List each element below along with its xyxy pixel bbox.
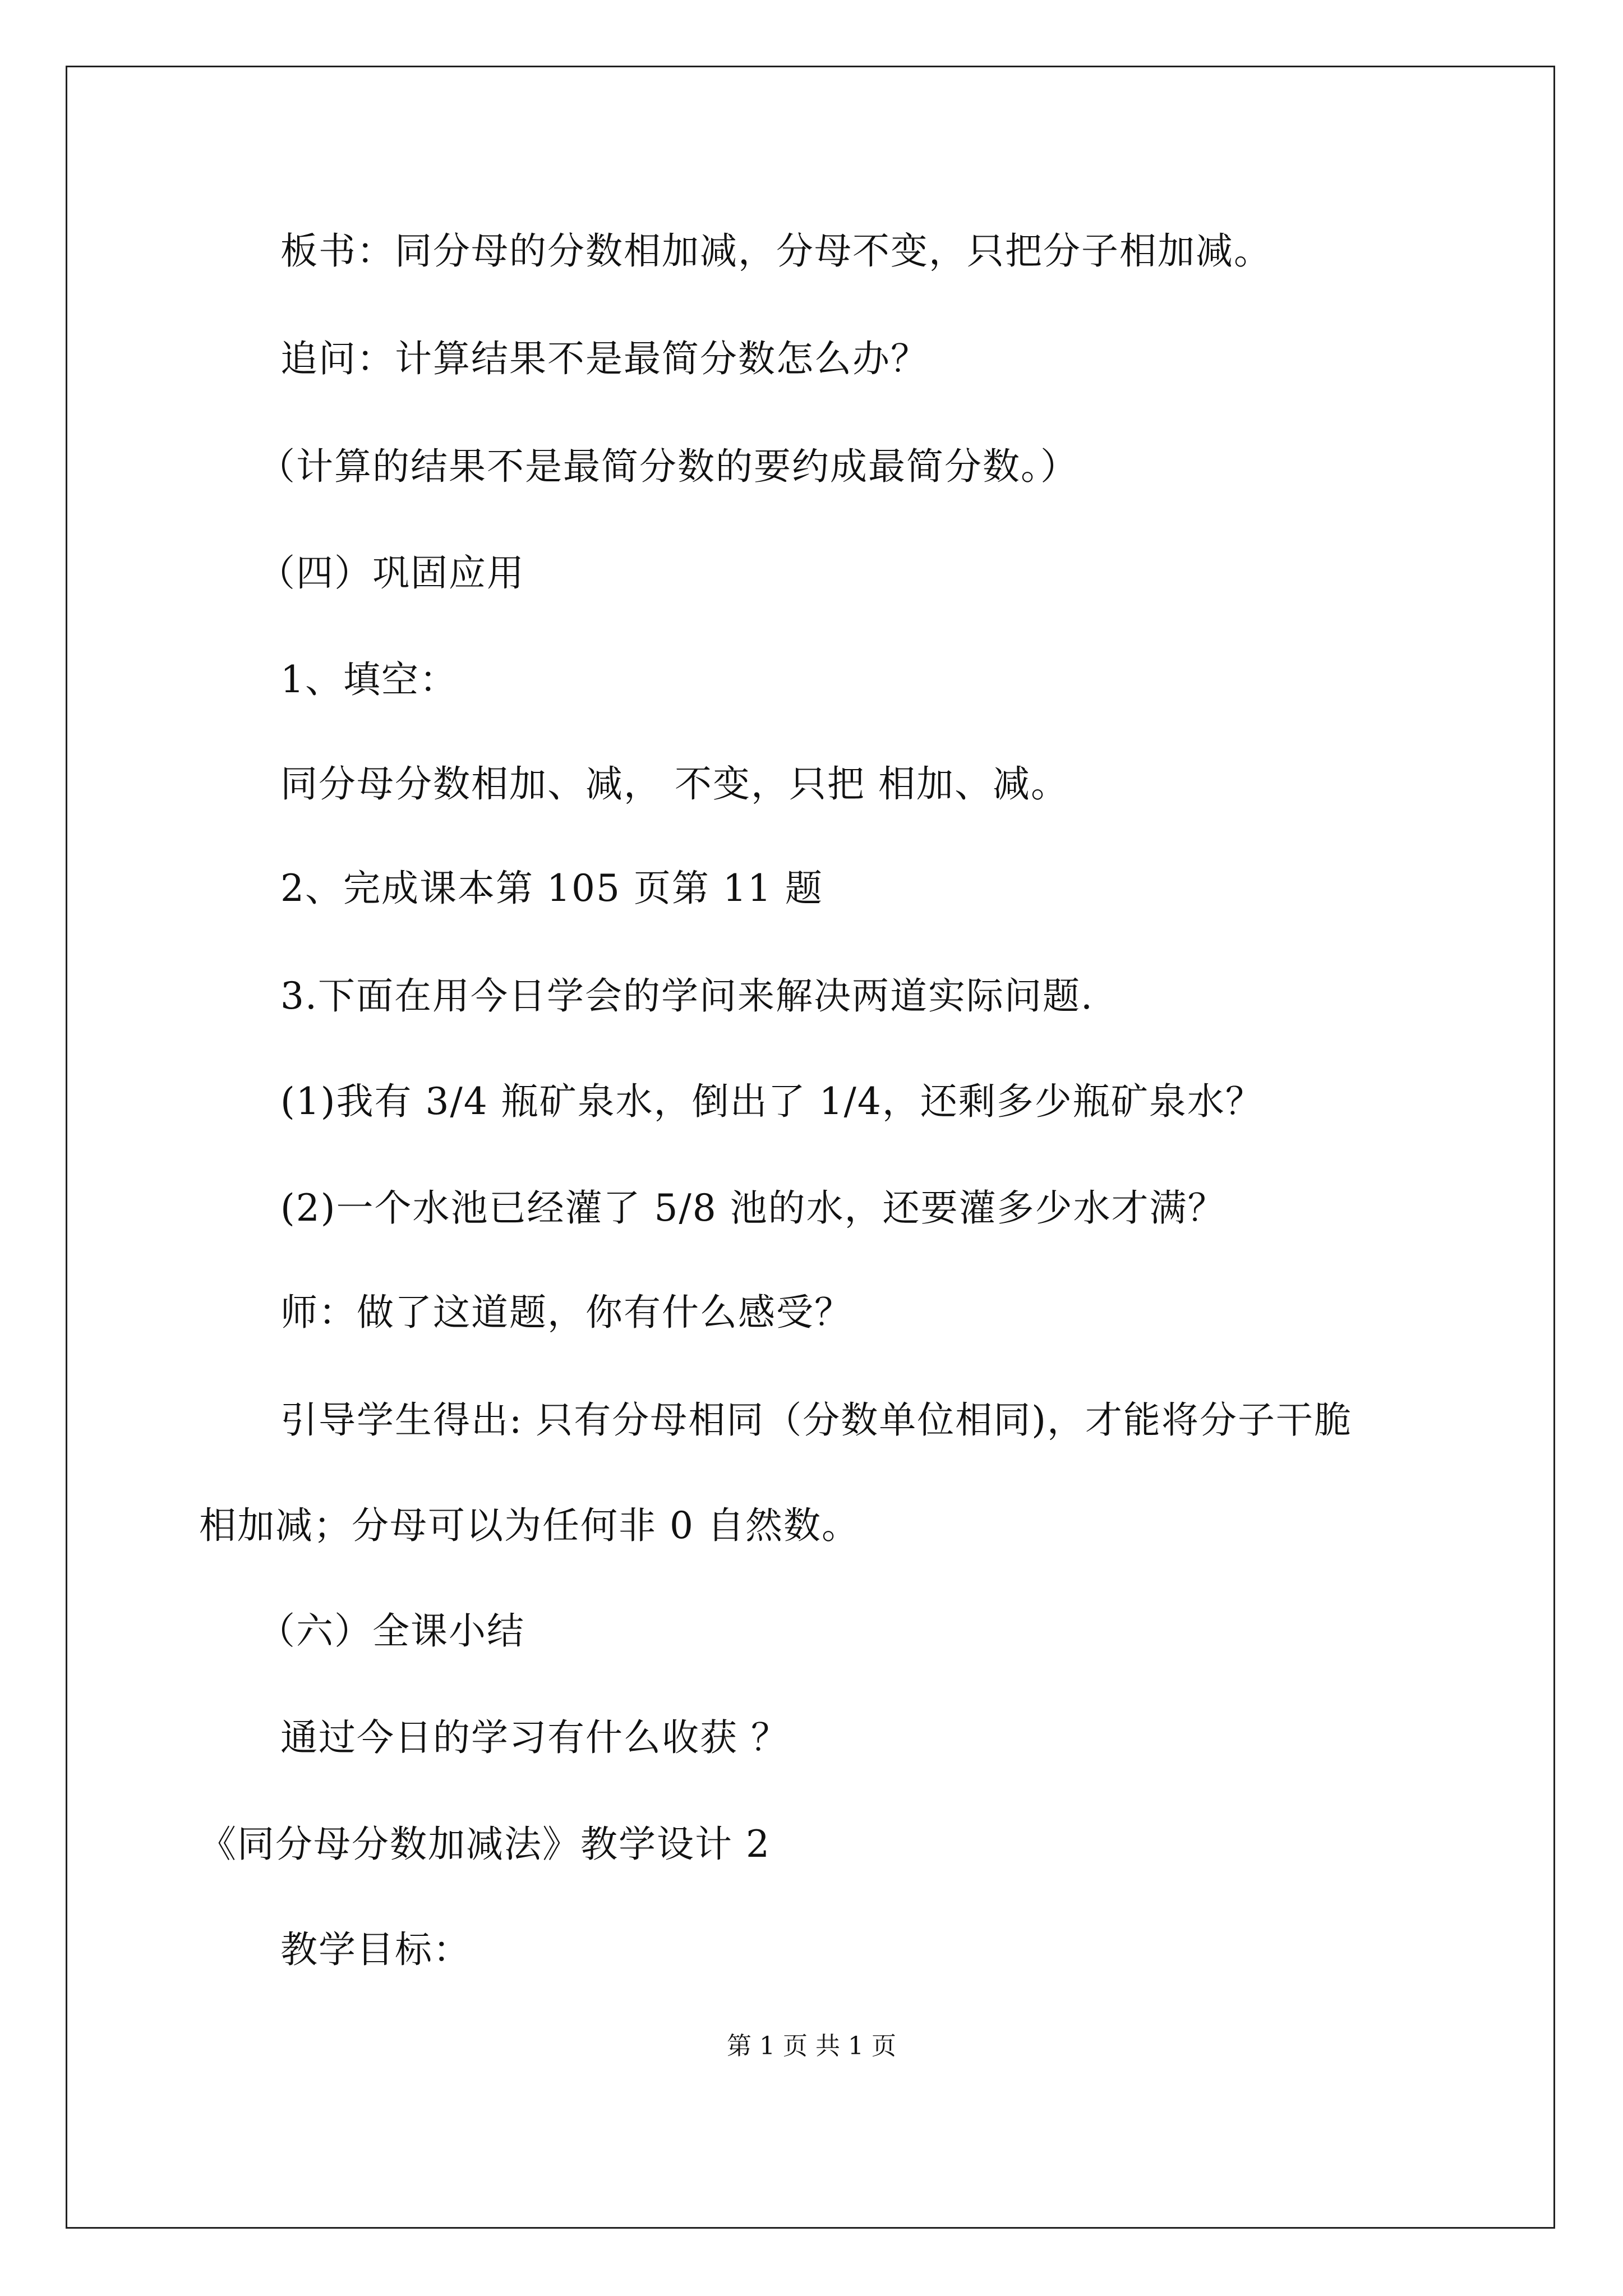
document-title: 《同分母分数加减法》教学设计 2 — [199, 1823, 771, 1866]
section-heading: （四）巩固应用 — [258, 551, 525, 595]
text-line: 追问：计算结果不是最简分数怎么办？ — [280, 337, 929, 380]
page-border — [66, 66, 1555, 2229]
section-heading: （六）全课小结 — [258, 1609, 525, 1653]
text-line: (1)我有 3/4 瓶矿泉水，倒出了 1/4，还剩多少瓶矿泉水？ — [280, 1080, 1264, 1123]
text-line: 教学目标： — [280, 1928, 471, 1971]
text-line: 1、填空： — [280, 658, 458, 701]
text-line: 引导学生得出: 只有分母相同（分数单位相同)，才能将分子干脆 — [280, 1398, 1352, 1442]
text-line: 师：做了这道题，你有什么感受？ — [280, 1291, 852, 1334]
text-line: 同分母分数相加、减， 不变，只把 相加、减。 — [280, 762, 1069, 806]
text-line: （计算的结果不是最简分数的要约成最简分数。） — [258, 445, 1078, 488]
text-line: 3.下面在用今日学会的学问来解决两道实际问题. — [280, 974, 1094, 1018]
text-line: 2、完成课本第 105 页第 11 题 — [280, 867, 823, 910]
page-footer: 第 1 页 共 1 页 — [727, 2032, 896, 2060]
text-line: 板书：同分母的分数相加减，分母不变，只把分子相加减。 — [280, 229, 1272, 273]
text-line: (2)一个水池已经灌了 5/8 池的水，还要灌多少水才满？ — [280, 1186, 1226, 1230]
text-line: 相加减；分母可以为任何非 0 自然数。 — [199, 1504, 860, 1547]
text-line: 通过今日的学习有什么收获 ？ — [280, 1716, 789, 1759]
